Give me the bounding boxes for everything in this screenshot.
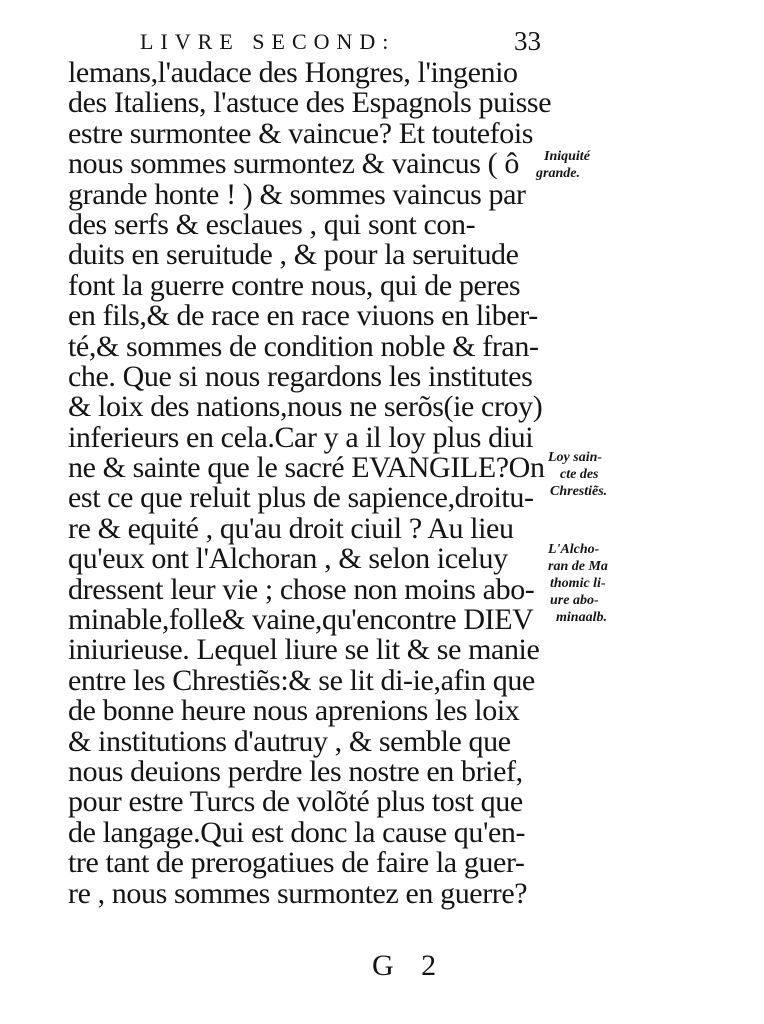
text-line: nous sommes surmontez & vaincus ( ô xyxy=(68,147,519,181)
margin-note-line: L'Alcho- xyxy=(548,542,600,557)
text-line: estre surmontee & vaincue? Et toutefois xyxy=(68,116,534,150)
running-head: LIVRE SECOND: xyxy=(140,29,396,54)
margin-note-line: grande. xyxy=(536,166,580,181)
margin-note-line: Chrestiẽs. xyxy=(550,484,608,499)
text-line: tre tant de prerogatiues de faire la guer- xyxy=(68,846,525,880)
text-line: font la guerre contre nous, qui de peres xyxy=(68,268,521,302)
text-line: dressent leur vie ; chose non moins abo- xyxy=(68,572,535,606)
text-line: entre les Chrestiẽs:& se lit di-ie,afin que xyxy=(68,663,535,697)
body-text xyxy=(68,58,553,909)
text-line: lemans,l'audace des Hongres, l'ingenio xyxy=(68,56,518,89)
text-line: re & equité , qu'au droit ciuil ? Au lieu xyxy=(68,511,514,545)
text-line: minable,folle& vaine,qu'encontre DIEV xyxy=(68,603,534,637)
text-line: che. Que si nous regardons les institutes xyxy=(68,359,533,393)
signature-mark: G 2 xyxy=(372,949,447,982)
text-line: des Italiens, l'astuce des Espagnols puisse xyxy=(68,86,552,120)
text-line: de bonne heure nous aprenions les loix xyxy=(68,694,520,728)
text-line: nous deuions perdre les nostre en brief, xyxy=(68,754,523,788)
page-number: 33 xyxy=(514,26,541,56)
text-line: est ce que reluit plus de sapience,droitu- xyxy=(68,481,534,515)
text-line: re , nous sommes surmontez en guerre? xyxy=(68,876,528,910)
margin-note-alchoran xyxy=(548,541,608,626)
text-line: & institutions d'autruy , & semble que xyxy=(68,724,511,758)
margin-note-line: thomic li- xyxy=(550,576,606,591)
text-line: pour estre Turcs de volõté plus tost que xyxy=(68,785,523,819)
text-line: des serfs & esclaues , qui sont con- xyxy=(68,207,476,241)
margin-note-line: Loy sain- xyxy=(548,450,603,465)
text-line: en fils,& de race en race viuons en liber- xyxy=(68,299,538,333)
text-line: ne & sainte que le sacré EVANGILE?On xyxy=(68,451,545,485)
text-line: qu'eux ont l'Alchoran , & selon iceluy xyxy=(68,542,508,576)
text-line: grande honte ! ) & sommes vaincus par xyxy=(68,177,526,211)
margin-note-line: ran de Ma xyxy=(548,559,608,574)
text-line: de langage.Qui est donc la cause qu'en- xyxy=(68,815,526,849)
margin-note-line: cte des xyxy=(560,467,599,482)
text-line: duits en seruitude , & pour la seruitude xyxy=(68,238,519,272)
text-line: & loix des nations,nous ne serõs(ie croy) xyxy=(68,390,543,424)
margin-note-loy-sainte xyxy=(548,449,607,500)
margin-note-line: Iniquité xyxy=(544,149,590,164)
text-line: té,& sommes de condition noble & fran- xyxy=(68,329,539,363)
text-line: iniurieuse. Lequel liure se lit & se manie xyxy=(68,633,540,667)
margin-note-line: minaalb. xyxy=(556,610,607,625)
text-line: inferieurs en cela.Car y a il loy plus diui xyxy=(68,420,534,454)
margin-note-line: ure abo- xyxy=(550,593,599,608)
